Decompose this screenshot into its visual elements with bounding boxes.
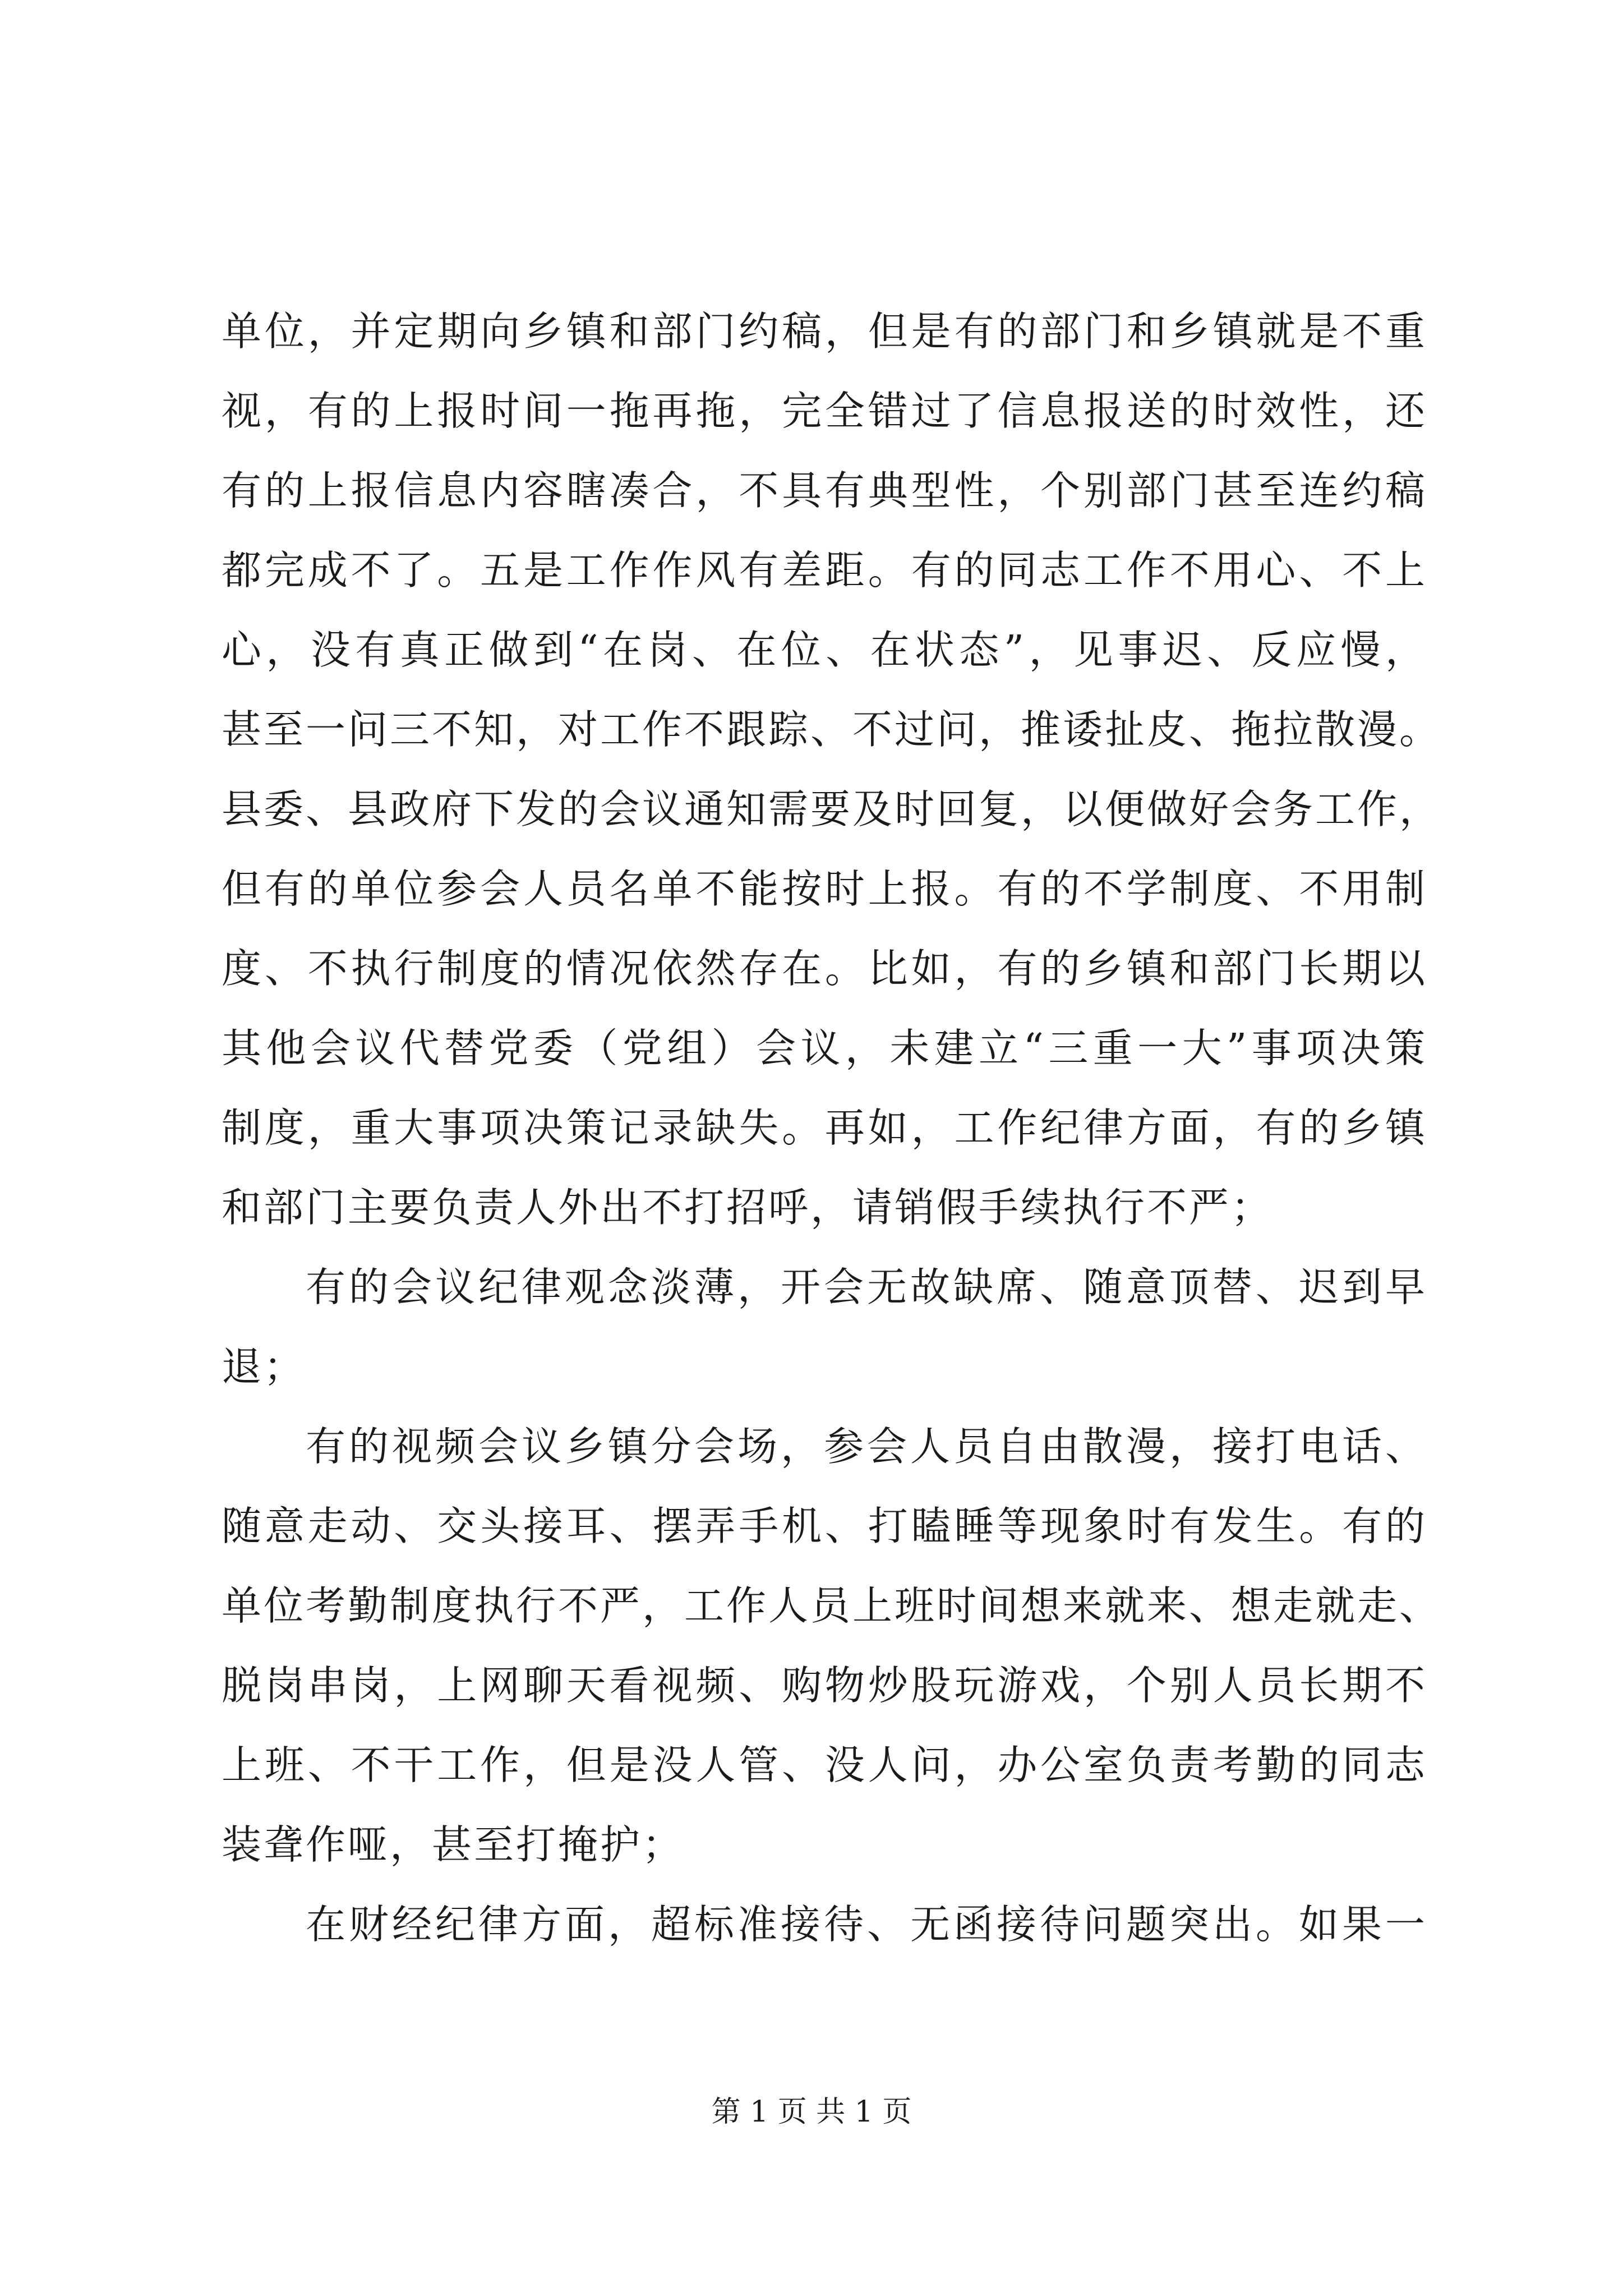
paragraph-first-line: 在财经纪律方面，超标准接待、无函接待问题突出。如果一 [306,1901,1427,1948]
page-number-footer: 第 1 页 共 1 页 [711,2095,912,2129]
text-line: 和部门主要负责人外出不打招呼，请销假手续执行不严； [222,1184,1274,1231]
text-line: 有的上报信息内容瞎凑合，不具有典型性，个别部门甚至连约稿 [222,467,1427,514]
text-line: 心，没有真正做到“在岗、在位、在状态”，见事迟、反应慢， [222,627,1427,673]
text-line: 其他会议代替党委（党组）会议，未建立“三重一大”事项决策 [222,1025,1427,1071]
text-line: 单位考勤制度执行不严，工作人员上班时间想来就来、想走就走、 [222,1582,1442,1629]
text-line: 退； [222,1343,306,1390]
paragraph-first-line: 有的会议纪律观念淡薄，开会无故缺席、随意顶替、迟到早 [306,1264,1427,1310]
text-line: 都完成不了。五是工作作风有差距。有的同志工作不用心、不上 [222,547,1427,593]
text-line: 度、不执行制度的情况依然存在。比如，有的乡镇和部门长期以 [222,945,1427,992]
text-line: 县委、县政府下发的会议通知需要及时回复，以便做好会务工作， [222,786,1442,832]
text-line: 随意走动、交头接耳、摆弄手机、打瞌睡等现象时有发生。有的 [222,1503,1427,1549]
text-line: 单位，并定期向乡镇和部门约稿，但是有的部门和乡镇就是不重 [222,308,1427,355]
text-line: 脱岗串岗，上网聊天看视频、购物炒股玩游戏，个别人员长期不 [222,1662,1427,1709]
text-line: 但有的单位参会人员名单不能按时上报。有的不学制度、不用制 [222,866,1427,912]
body-text [222,292,1442,1964]
text-line: 视，有的上报时间一拖再拖，完全错过了信息报送的时效性，还 [222,388,1427,434]
text-line: 上班、不干工作，但是没人管、没人问，办公室负责考勤的同志 [222,1742,1427,1788]
text-line: 装聋作哑，甚至打掩护； [222,1821,685,1868]
text-line: 制度，重大事项决策记录缺失。再如，工作纪律方面，有的乡镇 [222,1105,1427,1151]
text-line: 甚至一问三不知，对工作不跟踪、不过问，推诿扯皮、拖拉散漫。 [222,706,1442,753]
paragraph-first-line: 有的视频会议乡镇分会场，参会人员自由散漫，接打电话、 [306,1423,1427,1470]
